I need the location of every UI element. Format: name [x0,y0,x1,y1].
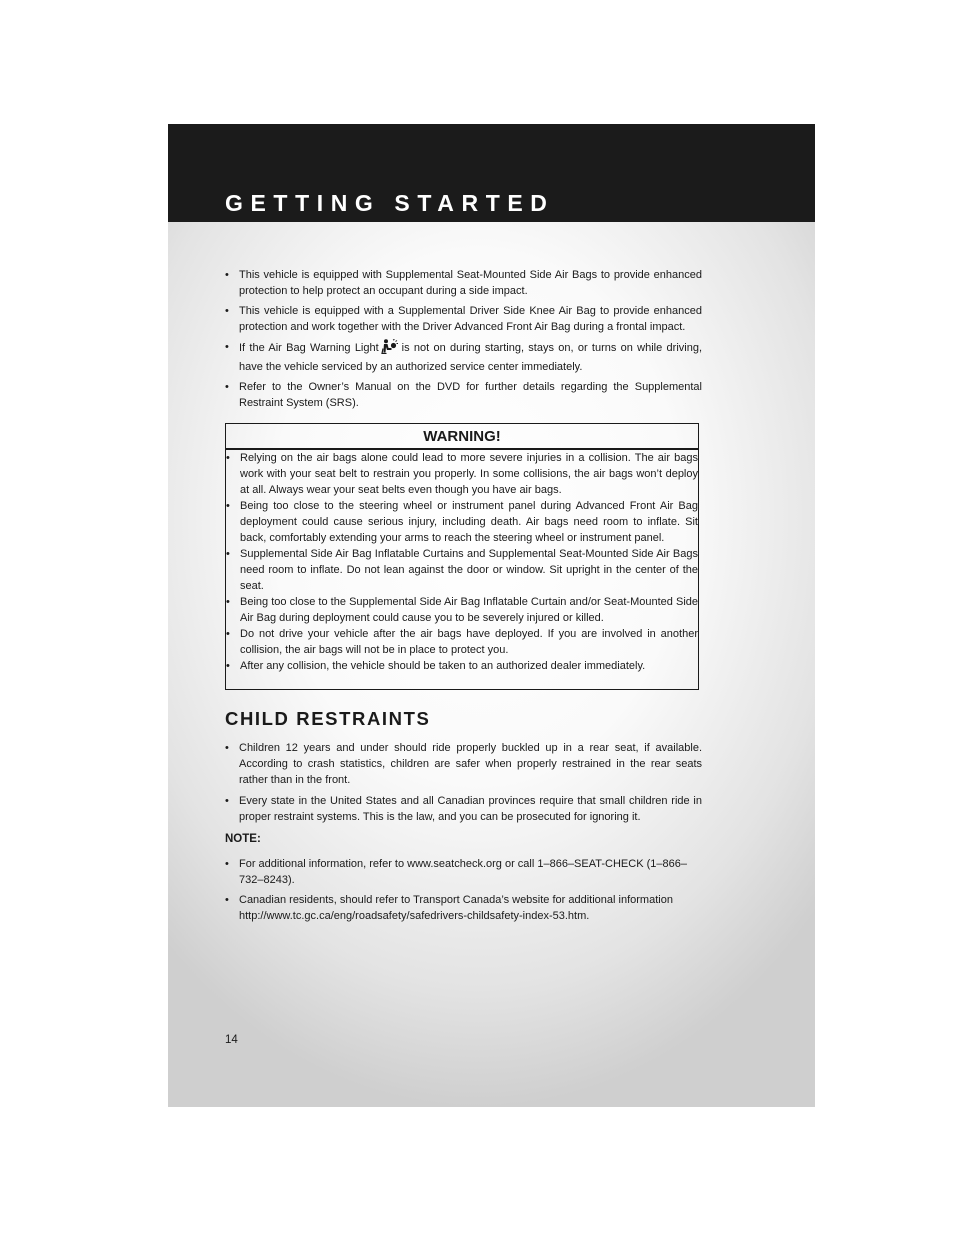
bullet-icon: • [226,628,230,640]
bullet-icon: • [226,452,230,464]
list-item: • Canadian residents, should refer to Transport Canada’s website for additional information http://www.tc.gc.ca/eng/roadsafety/safedrivers-childsafety-index-53.htm. [225,894,673,922]
bullet-icon: • [225,341,229,353]
list-item: • Every state in the United States and all Canadian provinces require that small children ride in proper restraint systems. This is the law, and you can be prosecuted for ignoring it. [225,795,702,823]
bullet-icon: • [225,305,229,317]
bullet-icon: • [225,894,229,906]
airbag-warning-icon [381,339,398,359]
bullet-icon: • [225,381,229,393]
list-item: • If the Air Bag Warning Light is not on during starting, stays on, or turns on while driving, have the vehicle serviced by an authorized service center immediately. [225,341,702,373]
intro-bullet-list [225,267,702,415]
list-item: • Children 12 years and under should ride properly buckled up in a rear seat, if available. According to crash statistics, children are safer when properly restrained in the rear seats rather than in the front. [225,742,702,786]
list-item: • Refer to the Owner’s Manual on the DVD for further details regarding the Supplemental Restraint System (SRS). [225,381,702,409]
list-item: • Do not drive your vehicle after the air bags have deployed. If you are involved in another collision, the air bags will not be in place to protect you. [226,628,698,656]
bullet-icon: • [225,858,229,870]
list-item: • Being too close to the Supplemental Side Air Bag Inflatable Curtain and/or Seat-Mounted Side Air Bag during deployment could cause you to be severely injured or killed. [226,596,698,624]
bullet-icon: • [226,596,230,608]
note-label: NOTE: [225,833,261,845]
list-item: • This vehicle is equipped with a Supplemental Driver Side Knee Air Bag to provide enhanced protection and work together with the Driver Advanced Front Air Bag during a frontal impact. [225,305,702,333]
bullet-icon: • [225,742,229,754]
list-item: • Supplemental Side Air Bag Inflatable Curtains and Supplemental Seat-Mounted Side Air Bags need room to inflate. Do not lean against the door or window. Sit upright in the center of the seat. [226,548,698,592]
warning-box [225,423,699,690]
list-item: • Relying on the air bags alone could lead to more severe injuries in a collision. The air bags work with your seat belt to restrain you properly. In some collisions, the air bags won’t deploy at all. Always wear your seat belts even though you have air bags. [226,452,698,496]
manual-page [168,124,815,1107]
warning-heading: WARNING! [226,424,698,450]
note-list [225,856,702,928]
list-item: • After any collision, the vehicle should be taken to an authorized dealer immediately. [226,660,646,672]
bullet-icon: • [226,548,230,560]
bullet-icon: • [225,795,229,807]
child-restraints-list [225,740,702,830]
warning-list [226,450,698,674]
header-bar [168,124,815,222]
list-item: • Being too close to the steering wheel or instrument panel during Advanced Front Air Bag deployment could cause serious injury, including death. Air bags need room to inflate. Sit back, comfortably extending your arms to reach the steering wheel or instrument panel. [226,500,698,544]
section-heading: CHILD RESTRAINTS [225,708,431,729]
page-title: GETTING STARTED [225,190,555,216]
list-item: • This vehicle is equipped with Supplemental Seat-Mounted Side Air Bags to provide enhanced protection to help protect an occupant during a side impact. [225,269,702,297]
list-item: • For additional information, refer to www.seatcheck.org or call 1–866–SEAT-CHECK (1–866–732–8243). [225,858,687,886]
page-number: 14 [225,1034,238,1046]
bullet-icon: • [226,500,230,512]
bullet-icon: • [226,660,230,672]
bullet-icon: • [225,269,229,281]
